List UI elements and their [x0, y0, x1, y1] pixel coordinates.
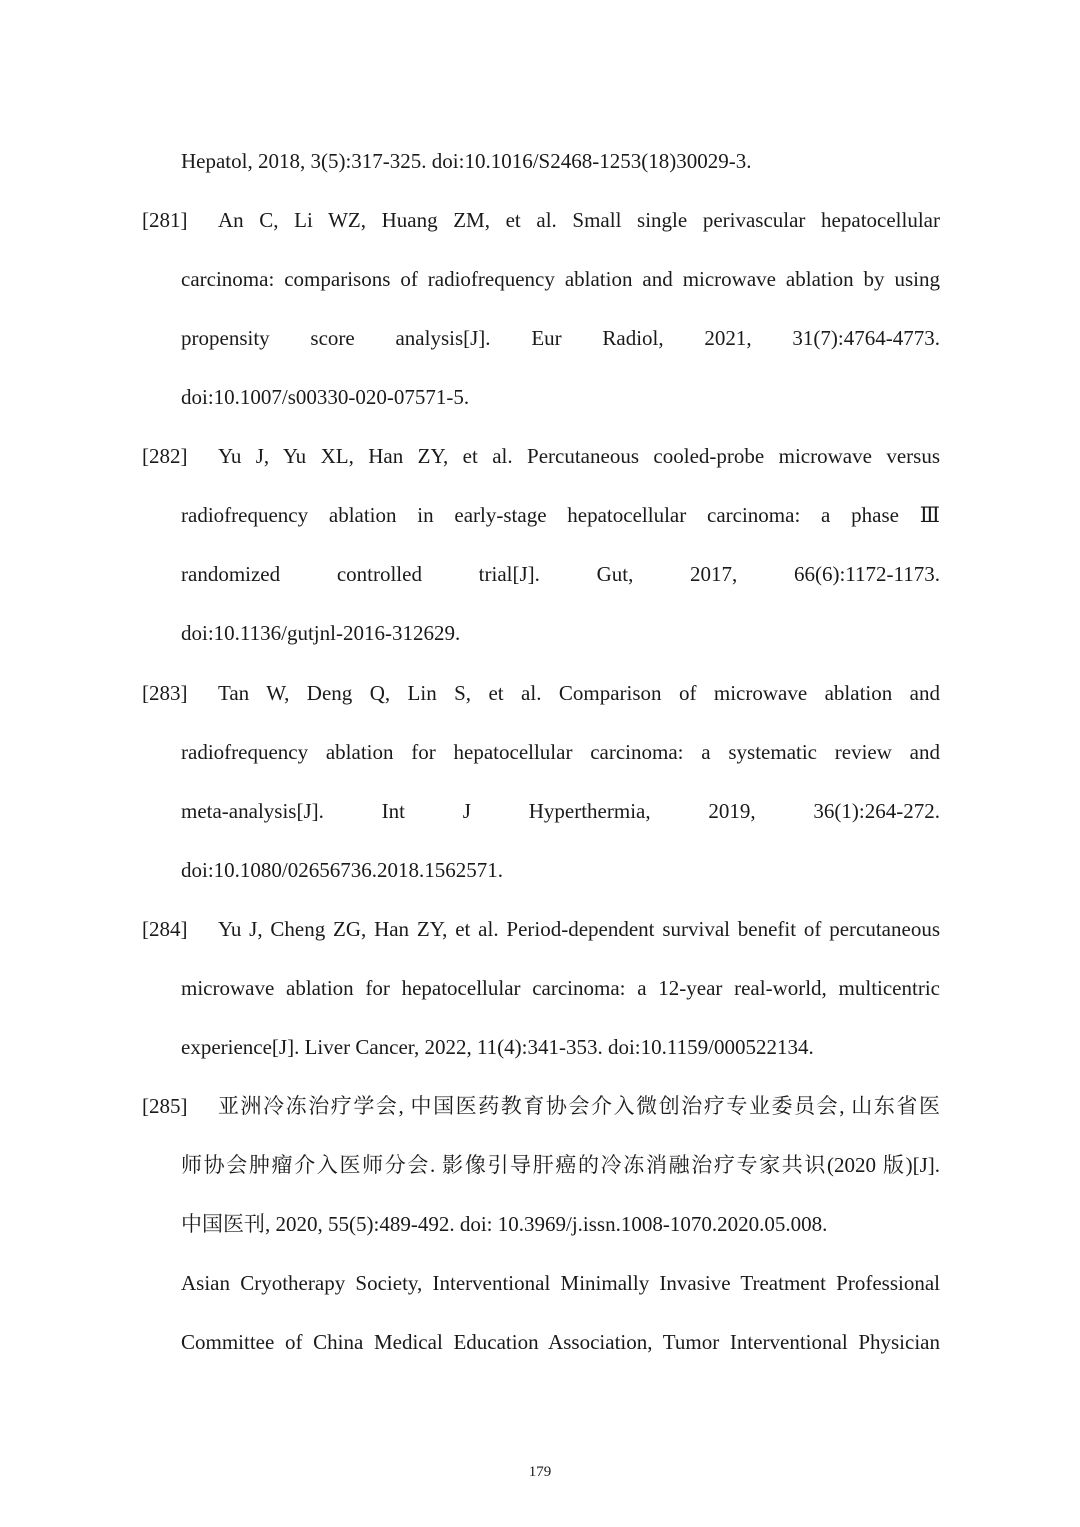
page-number: 179: [528, 1464, 552, 1480]
reference-284-line-3: experience[J]. Liver Cancer, 2022, 11(4):341-353. doi:10.1159/000522134.: [181, 1035, 814, 1059]
reference-283-line-2: radiofrequency ablation for hepatocellular carcinoma: a systematic review and: [181, 740, 940, 764]
reference-282-line-3: randomized controlled trial[J]. Gut, 2017, 66(6):1172-1173.: [181, 562, 940, 586]
reference-284-line-1: Yu J, Cheng ZG, Han ZY, et al. Period-dependent survival benefit of percutaneous: [218, 917, 940, 941]
reference-284-line-2: microwave ablation for hepatocellular carcinoma: a 12-year real-world, multicentric: [181, 976, 940, 1000]
reference-285-line-3: 中国医刊, 2020, 55(5):489-492. doi: 10.3969/j.issn.1008-1070.2020.05.008.: [181, 1212, 828, 1236]
reference-285-line-1: 亚洲冷冻治疗学会, 中国医药教育协会介入微创治疗专业委员会, 山东省医: [218, 1094, 940, 1118]
reference-number: [285]: [142, 1094, 188, 1118]
reference-282-line-1: Yu J, Yu XL, Han ZY, et al. Percutaneous cooled-probe microwave versus: [218, 444, 940, 468]
reference-283-line-3: meta-analysis[J]. Int J Hyperthermia, 2019, 36(1):264-272.: [181, 799, 940, 823]
reference-number: [284]: [142, 917, 188, 941]
reference-281-line-3: propensity score analysis[J]. Eur Radiol, 2021, 31(7):4764-4773.: [181, 326, 940, 350]
reference-282-line-4: doi:10.1136/gutjnl-2016-312629.: [181, 621, 461, 645]
reference-281-line-2: carcinoma: comparisons of radiofrequency ablation and microwave ablation by using: [181, 267, 940, 291]
reference-285-line-4: Asian Cryotherapy Society, Interventional Minimally Invasive Treatment Professional: [181, 1271, 940, 1295]
reference-283-line-1: Tan W, Deng Q, Lin S, et al. Comparison of microwave ablation and: [218, 681, 940, 705]
reference-number: [281]: [142, 208, 188, 232]
reference-285-line-5: Committee of China Medical Education Association, Tumor Interventional Physician: [181, 1330, 940, 1354]
reference-281-line-1: An C, Li WZ, Huang ZM, et al. Small single perivascular hepatocellular: [218, 208, 940, 232]
reference-283-line-4: doi:10.1080/02656736.2018.1562571.: [181, 858, 504, 882]
reference-281-line-4: doi:10.1007/s00330-020-07571-5.: [181, 385, 470, 409]
reference-number: [282]: [142, 444, 188, 468]
reference-number: [283]: [142, 681, 188, 705]
reference-285-line-2: 师协会肿瘤介入医师分会. 影像引导肝癌的冷冻消融治疗专家共识(2020 版)[J].: [181, 1153, 940, 1177]
continuation-line: Hepatol, 2018, 3(5):317-325. doi:10.1016/S2468-1253(18)30029-3.: [181, 149, 752, 173]
reference-282-line-2: radiofrequency ablation in early-stage hepatocellular carcinoma: a phase Ⅲ: [181, 503, 940, 527]
